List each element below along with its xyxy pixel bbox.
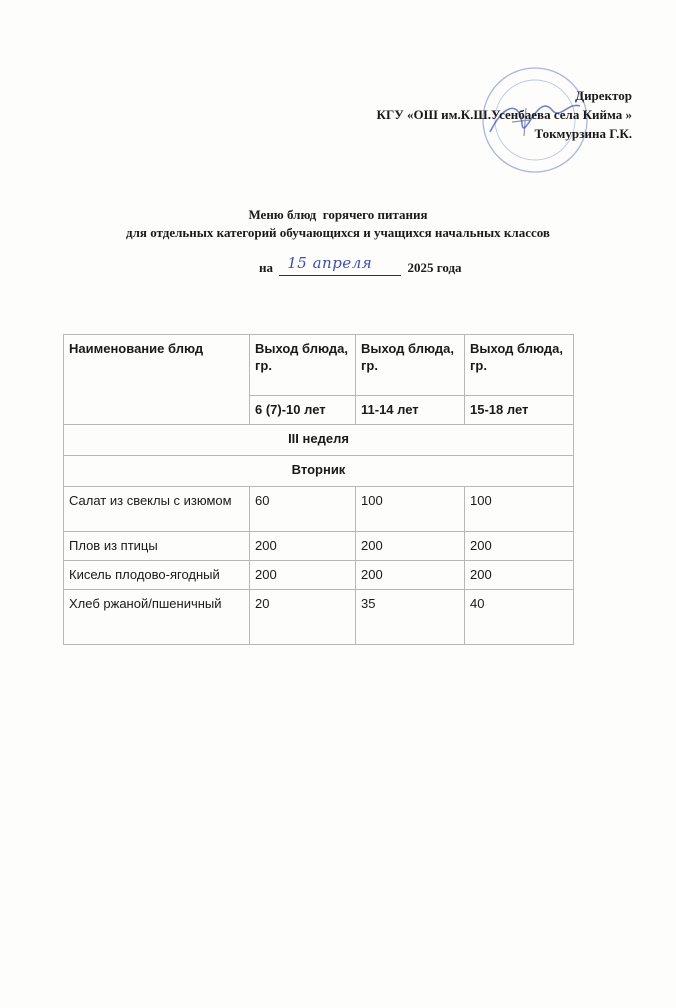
approval-block	[377, 86, 632, 143]
week-row	[64, 425, 574, 456]
header-col1: Выход блюда, гр.	[250, 335, 356, 396]
portion-col2: 35	[356, 590, 465, 645]
portion-col3: 200	[465, 532, 574, 561]
table-header-row	[64, 335, 574, 396]
date-suffix: 2025 года	[407, 260, 462, 275]
dish-name: Кисель плодово-ягодный	[64, 561, 250, 590]
document-title	[0, 206, 676, 242]
table-row	[64, 561, 574, 590]
age-col3: 15-18 лет	[465, 396, 574, 425]
day-label: Вторник	[64, 456, 574, 487]
date-handwritten: 15 апреля	[287, 254, 373, 272]
portion-col2: 200	[356, 532, 465, 561]
date-prefix: на	[259, 260, 273, 275]
week-label: III неделя	[64, 425, 574, 456]
title-line-2: для отдельных категорий обучающихся и учащихся начальных классов	[126, 225, 550, 240]
header-col3: Выход блюда, гр.	[465, 335, 574, 396]
portion-col3: 40	[465, 590, 574, 645]
approval-position: Директор	[575, 88, 632, 103]
header-col2: Выход блюда, гр.	[356, 335, 465, 396]
portion-col1: 200	[250, 532, 356, 561]
date-blank	[279, 254, 401, 276]
portion-col2: 100	[356, 487, 465, 532]
approval-name: Токмурзина Г.К.	[534, 126, 632, 141]
portion-col3: 200	[465, 561, 574, 590]
portion-col1: 200	[250, 561, 356, 590]
dish-name: Хлеб ржаной/пшеничный	[64, 590, 250, 645]
age-col2: 11-14 лет	[356, 396, 465, 425]
table-row	[64, 532, 574, 561]
dish-name: Плов из птицы	[64, 532, 250, 561]
date-line	[259, 254, 462, 276]
header-dish-name: Наименование блюд	[64, 335, 250, 425]
table-row	[64, 487, 574, 532]
age-col1: 6 (7)-10 лет	[250, 396, 356, 425]
day-row	[64, 456, 574, 487]
portion-col1: 20	[250, 590, 356, 645]
table-row	[64, 590, 574, 645]
dish-name: Салат из свеклы с изюмом	[64, 487, 250, 532]
portion-col2: 200	[356, 561, 465, 590]
menu-table	[63, 334, 574, 645]
portion-col1: 60	[250, 487, 356, 532]
portion-col3: 100	[465, 487, 574, 532]
title-line-1: Меню блюд горячего питания	[248, 207, 428, 222]
approval-organization: КГУ «ОШ им.К.Ш.Усенбаева села Кийма »	[376, 107, 632, 122]
